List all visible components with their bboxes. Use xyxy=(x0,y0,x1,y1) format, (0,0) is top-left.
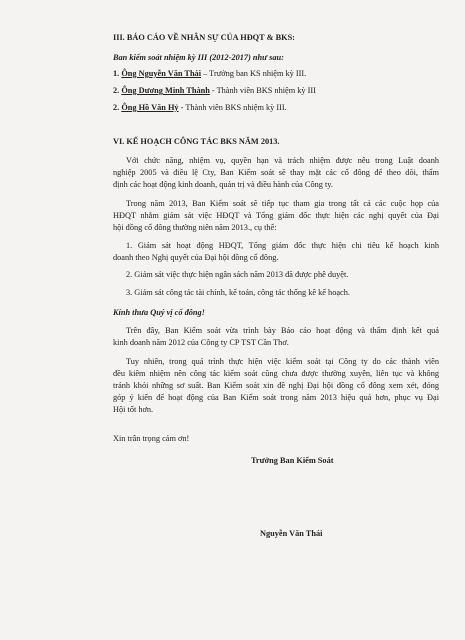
paragraph-line: đều kiêm nhiệm nên công tác kiểm soát cũng chưa được thường xuyên, liên tục và không xyxy=(113,369,439,378)
paragraph-line: Tuy nhiên, trong quá trình thực hiện việc kiểm soát tại Công ty do các thành viên xyxy=(126,357,439,366)
paragraph-line: Với chức năng, nhiệm vụ, quyền hạn và trách nhiệm được nêu trong Luật doanh xyxy=(126,156,439,165)
paragraph-line: nghiệp 2005 và điều lệ Cty, Ban Kiểm soát sẽ thay mặt các cổ đông để theo dõi, thẩm xyxy=(113,168,439,177)
member-item: 2. Ông Dương Minh Thành - Thành viên BKS nhiệm kỳ III xyxy=(113,86,316,95)
paragraph-line: tránh khỏi những sơ suất. Ban Kiểm soát xin đề nghị Đại hội đồng cổ đông xem xét, đóng xyxy=(113,381,439,390)
list-item-continuation: doanh theo Nghị quyết của Đại hội đồng cổ đông. xyxy=(113,253,279,262)
section6-heading: VI. KẾ HOẠCH CÔNG TÁC BKS NĂM 2013. xyxy=(113,137,280,146)
list-item: 2. Giám sát việc thực hiện ngân sách năm 2013 đã được phê duyệt. xyxy=(126,270,349,279)
greeting: Kính thưa Quý vị cổ đông! xyxy=(113,308,205,317)
list-item: 1. Giám sát hoạt động HĐQT, Tổng giám đốc thực hiện chi tiêu kế hoạch kinh xyxy=(126,241,439,250)
paragraph-line: HĐQT nhằm giám sát việc HĐQT và Tổng giám đốc thực hiện các nghị quyết của Đại xyxy=(113,211,439,220)
thanks-line: Xin trân trọng cảm ơn! xyxy=(113,434,190,443)
signature-title: Trưởng Ban Kiểm Soát xyxy=(251,456,334,465)
paragraph-line: hội đồng cổ đông thường niên năm 2013., cụ thể: xyxy=(113,223,277,232)
paragraph-line: góp ý kiến để hoạt động của Ban Kiểm soát trong năm 2013 hiệu quả hơn, phục vụ Đại xyxy=(113,393,439,402)
paragraph-line: định các hoạt động kinh doanh, quản trị và điều hành của Công ty. xyxy=(113,180,333,189)
signature-name: Nguyễn Văn Thái xyxy=(260,529,323,538)
list-item: 3. Giám sát công tác tài chính, kế toán, công tác thống kê kế hoạch. xyxy=(126,288,350,297)
paragraph-line: Trên đây, Ban Kiểm soát vừa trình bày Báo cáo hoạt động và thẩm định kết quả xyxy=(126,326,439,335)
section3-subheading: Ban kiểm soát nhiệm kỳ III (2012-2017) như sau: xyxy=(113,53,284,62)
paragraph-line: Trong năm 2013, Ban Kiểm soát sẽ tiếp tục tham gia trong tất cả các cuộc họp của xyxy=(126,199,439,208)
section3-heading: III. BÁO CÁO VỀ NHÂN SỰ CỦA HĐQT & BKS: xyxy=(113,33,295,42)
paragraph-line: Hội tốt hơn. xyxy=(113,405,154,414)
member-item: 2. Ông Hồ Văn Hỷ - Thành viên BKS nhiệm kỳ III. xyxy=(113,103,287,112)
paragraph-line: kinh doanh năm 2012 của Công ty CP TST Cần Thơ. xyxy=(113,338,289,347)
member-item: 1. Ông Nguyễn Văn Thái – Trưởng ban KS nhiệm kỳ III. xyxy=(113,69,307,78)
